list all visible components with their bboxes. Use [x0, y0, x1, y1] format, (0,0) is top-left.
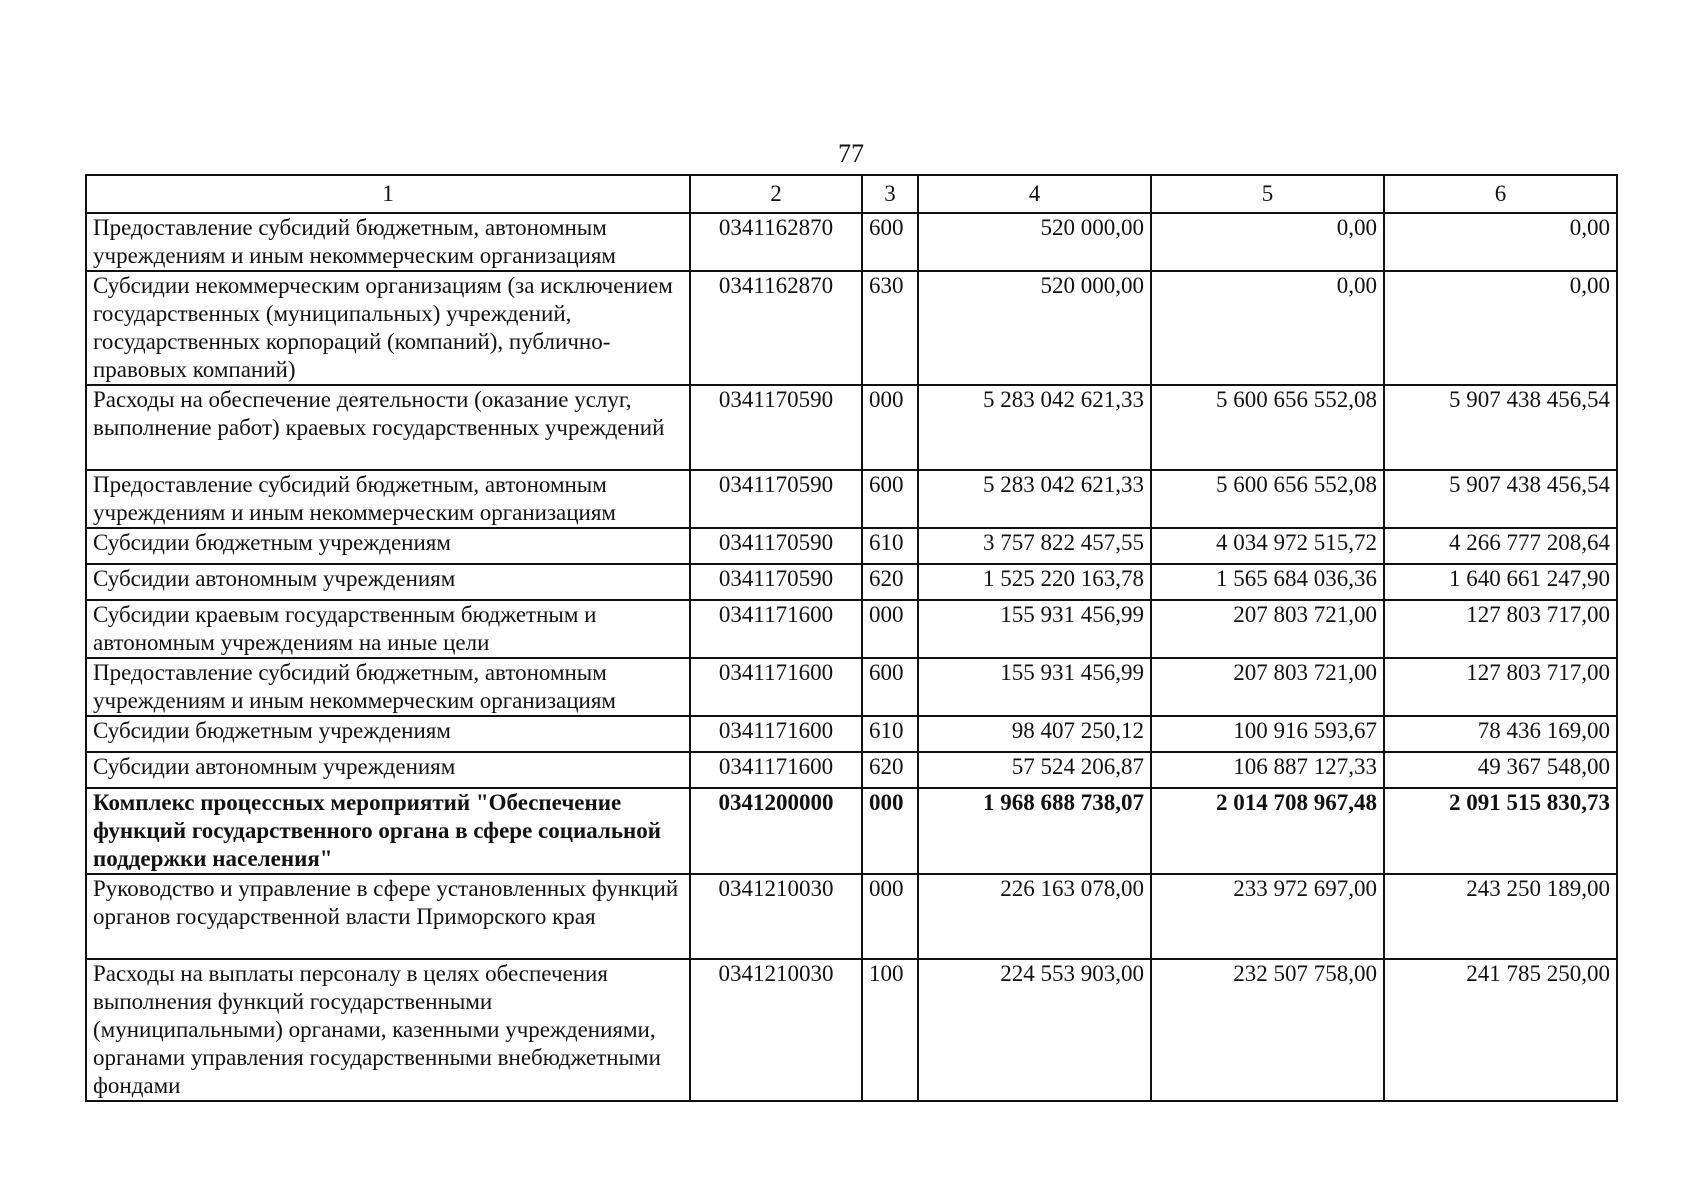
row-expense-type: 620: [862, 564, 918, 600]
row-expense-type: 600: [862, 470, 918, 528]
table-row: [86, 385, 1617, 470]
row-expense-type: 620: [862, 752, 918, 788]
row-amount-col-6: 127 803 717,00: [1384, 658, 1617, 716]
row-amount-col-6: 0,00: [1384, 271, 1617, 385]
row-amount-col-5: 1 565 684 036,36: [1151, 564, 1384, 600]
table-row: [86, 874, 1617, 959]
page-number: 77: [838, 139, 864, 168]
row-amount-col-5: 100 916 593,67: [1151, 716, 1384, 752]
row-target-code: 0341210030: [690, 874, 862, 959]
table-row: [86, 470, 1617, 528]
row-amount-col-5: 233 972 697,00: [1151, 874, 1384, 959]
row-expense-type: 000: [862, 788, 918, 874]
row-amount-col-6: 243 250 189,00: [1384, 874, 1617, 959]
row-expense-type: 000: [862, 874, 918, 959]
row-target-code: 0341200000: [690, 788, 862, 874]
row-amount-col-5: 2 014 708 967,48: [1151, 788, 1384, 874]
header-col-3: 3: [862, 175, 918, 213]
row-amount-col-6: 1 640 661 247,90: [1384, 564, 1617, 600]
row-amount-col-4: 155 931 456,99: [918, 658, 1151, 716]
table-row: [86, 752, 1617, 788]
row-expense-type: 100: [862, 959, 918, 1101]
row-amount-col-5: 207 803 721,00: [1151, 658, 1384, 716]
table-row-section-total: [86, 788, 1617, 874]
row-target-code: 0341170590: [690, 564, 862, 600]
row-target-code: 0341171600: [690, 600, 862, 658]
row-amount-col-4: 5 283 042 621,33: [918, 470, 1151, 528]
row-expense-type: 610: [862, 716, 918, 752]
row-target-code: 0341171600: [690, 658, 862, 716]
row-expense-type: 610: [862, 528, 918, 564]
row-amount-col-6: 49 367 548,00: [1384, 752, 1617, 788]
header-col-6: 6: [1384, 175, 1617, 213]
row-amount-col-4: 224 553 903,00: [918, 959, 1151, 1101]
table-header-row: [86, 175, 1617, 213]
table-row: [86, 600, 1617, 658]
row-name: Расходы на обеспечение деятельности (оказание услуг, выполнение работ) краевых государственных учреждений: [86, 385, 690, 470]
row-amount-col-5: 5 600 656 552,08: [1151, 470, 1384, 528]
row-expense-type: 600: [862, 658, 918, 716]
row-name: Субсидии автономным учреждениям: [86, 752, 690, 788]
row-amount-col-5: 0,00: [1151, 213, 1384, 271]
row-amount-col-4: 1 968 688 738,07: [918, 788, 1151, 874]
row-name: Предоставление субсидий бюджетным, автономным учреждениям и иным некоммерческим организациям: [86, 658, 690, 716]
row-name: Субсидии краевым государственным бюджетным и автономным учреждениям на иные цели: [86, 600, 690, 658]
row-amount-col-6: 4 266 777 208,64: [1384, 528, 1617, 564]
row-amount-col-5: 207 803 721,00: [1151, 600, 1384, 658]
table-row: [86, 658, 1617, 716]
row-name: Расходы на выплаты персоналу в целях обеспечения выполнения функций государственными (муниципальными) органами, казенными учреждениями, органами управления государственными внебюджетными фондами: [86, 959, 690, 1101]
table-row: [86, 528, 1617, 564]
row-amount-col-6: 5 907 438 456,54: [1384, 470, 1617, 528]
row-amount-col-5: 232 507 758,00: [1151, 959, 1384, 1101]
row-amount-col-4: 57 524 206,87: [918, 752, 1151, 788]
row-amount-col-4: 155 931 456,99: [918, 600, 1151, 658]
row-amount-col-5: 4 034 972 515,72: [1151, 528, 1384, 564]
row-amount-col-6: 2 091 515 830,73: [1384, 788, 1617, 874]
row-amount-col-4: 3 757 822 457,55: [918, 528, 1151, 564]
row-target-code: 0341171600: [690, 752, 862, 788]
row-name: Субсидии автономным учреждениям: [86, 564, 690, 600]
header-col-1: 1: [86, 175, 690, 213]
row-name: Предоставление субсидий бюджетным, автономным учреждениям и иным некоммерческим организациям: [86, 470, 690, 528]
row-name: Комплекс процессных мероприятий "Обеспечение функций государственного органа в сфере социальной поддержки населения": [86, 788, 690, 874]
table-row: [86, 564, 1617, 600]
table-row: [86, 271, 1617, 385]
row-expense-type: 000: [862, 385, 918, 470]
row-name: Руководство и управление в сфере установленных функций органов государственной власти Приморского края: [86, 874, 690, 959]
row-amount-col-6: 127 803 717,00: [1384, 600, 1617, 658]
row-amount-col-5: 106 887 127,33: [1151, 752, 1384, 788]
budget-table: [85, 174, 1618, 1102]
row-expense-type: 600: [862, 213, 918, 271]
row-amount-col-4: 226 163 078,00: [918, 874, 1151, 959]
row-amount-col-6: 78 436 169,00: [1384, 716, 1617, 752]
row-name: Субсидии бюджетным учреждениям: [86, 528, 690, 564]
row-expense-type: 000: [862, 600, 918, 658]
row-amount-col-6: 5 907 438 456,54: [1384, 385, 1617, 470]
row-name: Субсидии бюджетным учреждениям: [86, 716, 690, 752]
row-amount-col-4: 98 407 250,12: [918, 716, 1151, 752]
table-row: [86, 959, 1617, 1101]
row-name: Субсидии некоммерческим организациям (за исключением государственных (муниципальных) учреждений, государственных корпораций (компаний), публично-правовых компаний): [86, 271, 690, 385]
header-col-2: 2: [690, 175, 862, 213]
row-amount-col-6: 241 785 250,00: [1384, 959, 1617, 1101]
row-amount-col-6: 0,00: [1384, 213, 1617, 271]
table-row: [86, 213, 1617, 271]
row-target-code: 0341170590: [690, 385, 862, 470]
table-body: [86, 213, 1617, 1101]
row-amount-col-5: 5 600 656 552,08: [1151, 385, 1384, 470]
row-amount-col-4: 520 000,00: [918, 271, 1151, 385]
table-row: [86, 716, 1617, 752]
row-target-code: 0341162870: [690, 213, 862, 271]
header-col-5: 5: [1151, 175, 1384, 213]
header-col-4: 4: [918, 175, 1151, 213]
row-target-code: 0341171600: [690, 716, 862, 752]
row-amount-col-5: 0,00: [1151, 271, 1384, 385]
row-amount-col-4: 1 525 220 163,78: [918, 564, 1151, 600]
row-amount-col-4: 5 283 042 621,33: [918, 385, 1151, 470]
row-target-code: 0341210030: [690, 959, 862, 1101]
row-target-code: 0341170590: [690, 528, 862, 564]
row-target-code: 0341162870: [690, 271, 862, 385]
row-amount-col-4: 520 000,00: [918, 213, 1151, 271]
row-name: Предоставление субсидий бюджетным, автономным учреждениям и иным некоммерческим организациям: [86, 213, 690, 271]
row-target-code: 0341170590: [690, 470, 862, 528]
row-expense-type: 630: [862, 271, 918, 385]
